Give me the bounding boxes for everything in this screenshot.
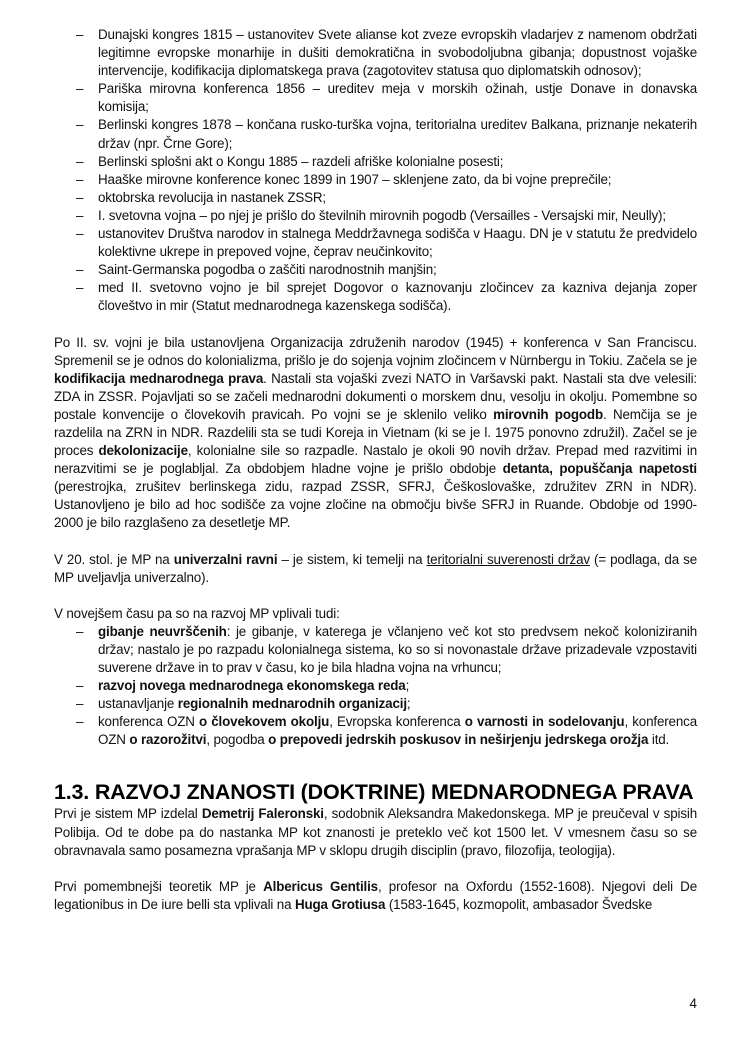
dash-bullet-icon: – (76, 678, 84, 694)
list-item (54, 207, 697, 225)
section-heading: 1.3. RAZVOJ ZNANOSTI (DOKTRINE) MEDNARODNEGA PRAVA (54, 780, 694, 805)
bold-phrase: mirovnih pogodb (493, 406, 603, 422)
text-run: . Nemčija se je razdelila na ZRN in NDR. Razdelili sta se tudi Koreja in Vietnam (ki se je l. 1975 ponovno združil). Začel se je proces (54, 406, 698, 459)
list-item (54, 225, 697, 261)
bold-phrase: kodifikacija mednarodnega prava (54, 370, 264, 386)
bold-phrase: Huga Grotiusa (294, 896, 386, 912)
list-item (54, 116, 697, 152)
dash-bullet-icon: – (76, 207, 84, 223)
bold-phrase: o prepovedi jedrskih poskusov in neširjenju jedrskega orožja (268, 732, 649, 748)
text-run: Saint-Germanska pogodba o zaščiti narodnostnih manjšin; (98, 262, 437, 278)
spacer (54, 533, 697, 551)
text-run: , kolonialne sile so razpadle. Nastalo je okoli 90 novih držav. Prepad med razvitimi in nerazvitimi se je poglabljal. Za obdobjem hladne vojne je prišlo obdobje (54, 443, 697, 477)
list-item (54, 171, 697, 189)
text-run: , konferenca OZN (98, 714, 697, 748)
bold-phrase: dekolonizacije (98, 443, 188, 459)
text-run: Prvi pomembnejši teoretik MP je (54, 878, 264, 894)
text-run: I. svetovna vojna – po njej je prišlo do številnih mirovnih pogodb (Versailles - Versajski mir, Neully); (98, 207, 666, 223)
text-run: med II. svetovno vojno je bil sprejet Dogovor o kaznovanju zločincev za kazniva dejanja zoper človeštvo in mir (Statut mednarodnega kazenskega sodišča). (98, 280, 697, 314)
paragraph-postwar (54, 334, 697, 533)
dash-bullet-icon: – (76, 117, 84, 133)
text-run: konferenca OZN (98, 714, 200, 730)
document-page (54, 26, 697, 914)
text-run: (= podlaga, da se MP uveljavlja univerzalno). (54, 551, 697, 585)
bold-phrase: Albericus Gentilis (263, 878, 378, 894)
page-number: 4 (689, 996, 697, 1011)
bold-phrase: razvoj novega mednarodnega ekonomskega reda (98, 678, 406, 694)
text-run: , pogodba (206, 732, 269, 748)
dash-bullet-icon: – (76, 623, 84, 639)
text-run: (1583-1645, kozmopolit, ambasador Švedske (385, 896, 653, 912)
dash-bullet-icon: – (76, 189, 84, 205)
list-item (54, 153, 697, 171)
text-run: . Nastali sta vojaški zvezi NATO in Varšavski pakt. Nastali sta dve velesili: ZDA in ZSSR. Pojavljati so se začeli mednarodni dokumenti o morskem dnu, vesolju in okolju. Pomembne so postale konvencije o človekovih pravicah. Po vojni se je sklenilo veliko (54, 370, 697, 422)
dash-bullet-icon: – (76, 714, 84, 730)
list-item (54, 623, 697, 677)
dash-bullet-icon: – (76, 262, 84, 278)
historical-events-list (54, 26, 697, 316)
text-run: V 20. stol. je MP na (54, 551, 174, 567)
list-item (54, 279, 697, 315)
spacer (54, 316, 697, 334)
text-run: , profesor na Oxfordu (1552-1608). Njegovi deli De legationibus in De iure belli sta vplivali na (54, 878, 697, 912)
bold-phrase: gibanje neuvrščenih (98, 623, 227, 639)
text-run: ; (405, 678, 410, 694)
bold-phrase: o varnosti in sodelovanju (464, 714, 625, 730)
text-run: – je sistem, ki temelji na (277, 551, 427, 567)
bold-phrase: Demetrij Faleronski (201, 806, 324, 822)
dash-bullet-icon: – (76, 171, 84, 187)
text-run: : je gibanje, v katerega je včlanjeno več kot sto predvsem nekoč koloniziranih držav; nastalo je po razpadu kolonialnega sistema, ko so si novonastale države prizadevale vzpostaviti suverene države in to prav v času, ko je bila hladna vojna na vrhuncu; (98, 623, 697, 675)
list-item (54, 695, 697, 713)
bold-phrase: o razorožitvi (129, 732, 207, 748)
text-run: Berlinski kongres 1878 – končana rusko-turška vojna, teritorialna ureditev Balkana, priznanje nekaterih držav (npr. Črne Gore); (98, 117, 697, 151)
list-item (54, 26, 697, 80)
bold-phrase: regionalnih mednarodnih organizacij (177, 696, 407, 712)
paragraph-first-system (54, 805, 697, 859)
text-run: oktobrska revolucija in nastanek ZSSR; (98, 189, 327, 205)
recent-influences-list (54, 623, 697, 750)
text-run: Dunajski kongres 1815 – ustanovitev Svete alianse kot zveze evropskih vladarjev z namenom obdržati legitimne evropske monarhije in dušiti demokratična in svobodoljubna gibanja; dopustnost vojaške intervencije, kodifikacija diplomatskega prava (zagotovitev statusa quo diplomatskih odnosov); (98, 27, 697, 79)
text-run: , sodobnik Aleksandra Makedonskega. MP je preučeval v spisih Polibija. Od te dobe pa do nastanka MP kot znanosti je preteklo več kot 1500 let. V vmesnem času so se obravnavala samo posamezna vprašanja MP v sklopu drugih disciplin (pravo, filozofija, teologija). (54, 806, 698, 858)
dash-bullet-icon: – (76, 226, 84, 242)
text-run: Pariška mirovna konferenca 1856 – ureditev meja v morskih ožinah, ustje Donave in donavska komisija; (98, 81, 697, 115)
text-run: ustanovitev Društva narodov in stalnega Meddržavnega sodišča v Haagu. DN je v statutu že predvidelo kolektivne ukrepe in prepoved vojne, čeprav neučinkovito; (98, 226, 697, 260)
list-item (54, 261, 697, 279)
spacer (54, 587, 697, 605)
list-item (54, 189, 697, 207)
dash-bullet-icon: – (76, 27, 84, 42)
list-item (54, 677, 697, 695)
text-run: itd. (648, 732, 670, 748)
dash-bullet-icon: – (76, 696, 84, 712)
dash-bullet-icon: – (76, 280, 84, 296)
spacer (54, 860, 697, 878)
text-run: Po II. sv. vojni je bila ustanovljena Organizacija združenih narodov (1945) + konferenca v San Franciscu. Spremenil se je odnos do kolonializma, prišlo je do sojenja vojnim zločincem v Nürnbergu in Tokiu. Začela se je (54, 334, 697, 368)
text-run: , Evropska konferenca (329, 714, 465, 730)
text-run: Berlinski splošni akt o Kongu 1885 – razdeli afriške kolonialne posesti; (98, 153, 504, 169)
text-run: ; (406, 696, 411, 712)
text-run: (perestrojka, zrušitev berlinskega zidu, razpad ZSSR, SFRJ, Češkoslovaške, združitev ZRN in NDR). Ustanovljeno je bilo ad hoc sodišče za vojne zločine na območju bivše SFRJ in Ruande. Obdobje od 1990-2000 je bilo razglašeno za desetletje MP. (54, 479, 697, 531)
text-run: ustanavljanje (98, 696, 178, 712)
paragraph-recent-intro: V novejšem času pa so na razvoj MP vplivali tudi: (54, 605, 340, 621)
underlined-phrase: teritorialni suverenosti držav (426, 551, 590, 567)
spacer (54, 749, 697, 779)
dash-bullet-icon: – (76, 153, 84, 169)
dash-bullet-icon: – (76, 81, 84, 97)
paragraph-20th-century (54, 551, 697, 587)
bold-phrase: detanta, popuščanja napetosti (502, 461, 698, 477)
bold-phrase: univerzalni ravni (173, 551, 278, 567)
list-item (54, 713, 697, 749)
text-run: Haaške mirovne konference konec 1899 in 1907 – sklenjene zato, da bi vojne preprečile; (98, 171, 612, 187)
bold-phrase: o človekovem okolju (199, 714, 330, 730)
paragraph-gentilis (54, 878, 697, 914)
list-item (54, 80, 697, 116)
text-run: Prvi je sistem MP izdelal (54, 806, 202, 822)
